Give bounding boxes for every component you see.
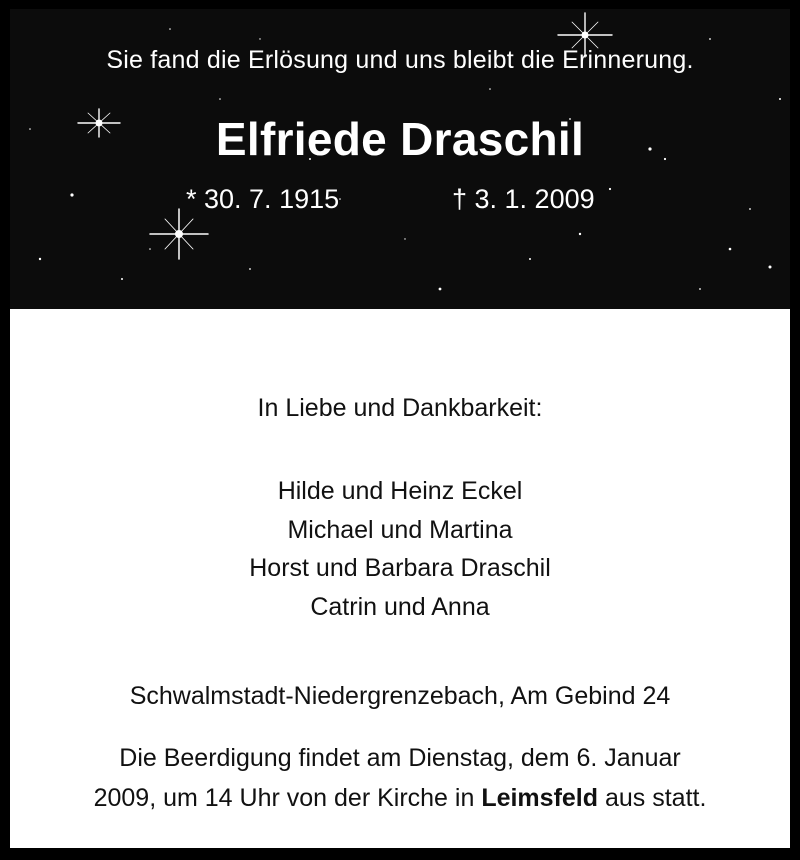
funeral-line-1: Die Beerdigung findet am Dienstag, dem 6. Januar [119, 744, 681, 772]
family-member-4: Catrin und Anna [310, 592, 490, 621]
death-date: † 3. 1. 2009 [452, 184, 595, 214]
verse-line: Sie fand die Erlösung und uns bleibt die Erinnerung. [106, 46, 694, 74]
funeral-line-2-start: 2009, um 14 Uhr von der Kirche in [93, 784, 482, 812]
family-member-2: Michael und Martina [287, 515, 513, 544]
funeral-place: Leimsfeld [481, 784, 599, 812]
thanks-heading: In Liebe und Dankbarkeit: [257, 394, 543, 422]
address: Schwalmstadt-Niedergrenzebach, Am Gebind 24 [129, 682, 671, 710]
family-list [10, 472, 790, 626]
funeral-line-2-end: aus statt. [598, 784, 707, 812]
funeral-notice [10, 738, 790, 818]
funeral-line-2 [10, 778, 790, 818]
family-member-3: Horst und Barbara Draschil [249, 554, 551, 582]
birth-date: * 30. 7. 1915 [186, 184, 340, 214]
family-member-1: Hilde und Heinz Eckel [277, 477, 523, 505]
deceased-name: Elfriede Draschil [215, 113, 585, 165]
star-glint-2 [150, 209, 208, 259]
